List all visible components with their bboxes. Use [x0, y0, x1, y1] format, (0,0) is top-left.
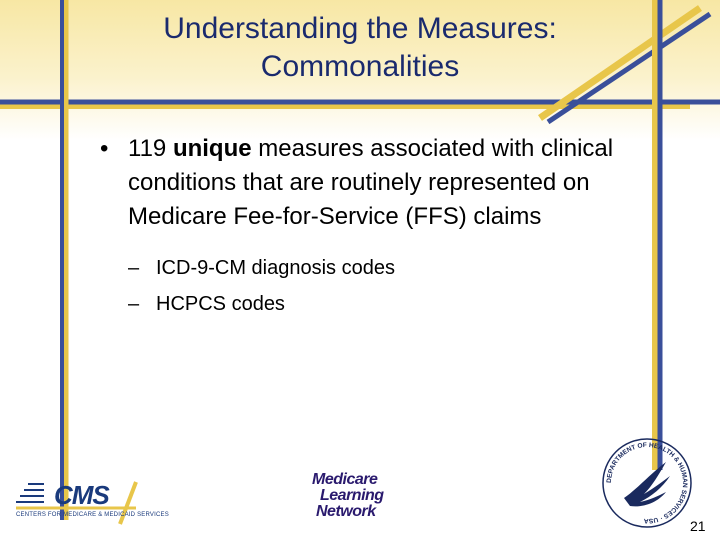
svg-text:DEPARTMENT OF HEALTH & HUMAN S: DEPARTMENT OF HEALTH & HUMAN SERVICES · USA [605, 441, 689, 525]
slide-title [60, 10, 660, 86]
sub-bullet-item [128, 286, 660, 322]
title-line-2: Commonalities [260, 50, 460, 83]
mln-line-3: Network [316, 503, 376, 520]
mln-line-1: Medicare [312, 471, 378, 488]
medicare-learning-network-logo [312, 472, 402, 522]
bullet-rest: measures associated with clinical conditions that are routinely represented on Medicare Fee-for-Service (FFS) claims [128, 135, 614, 230]
mln-line-2: Learning [320, 487, 384, 504]
sub-bullet-marker: – [128, 257, 140, 279]
sub-bullet-item [128, 250, 660, 286]
bullet-item [100, 132, 660, 234]
sub-bullet-list [128, 250, 660, 322]
cms-logo [14, 478, 169, 526]
title-line-1: Understanding the Measures: [163, 12, 557, 45]
bullet-marker: • [100, 135, 109, 162]
cms-logo-word: CMS [54, 480, 109, 510]
sub-bullet-text: ICD-9-CM diagnosis codes [156, 257, 395, 279]
page-number: 21 [690, 518, 706, 534]
bullet-prefix: 119 [128, 135, 173, 162]
sub-bullet-text: HCPCS codes [156, 293, 285, 315]
slide-content [100, 132, 660, 322]
bullet-text [128, 132, 660, 234]
sub-bullet-marker: – [128, 293, 140, 315]
bullet-emphasis: unique [172, 135, 252, 162]
cms-logo-tagline: CENTERS FOR MEDICARE & MEDICAID SERVICES [16, 512, 169, 518]
hhs-seal-logo [600, 436, 694, 530]
